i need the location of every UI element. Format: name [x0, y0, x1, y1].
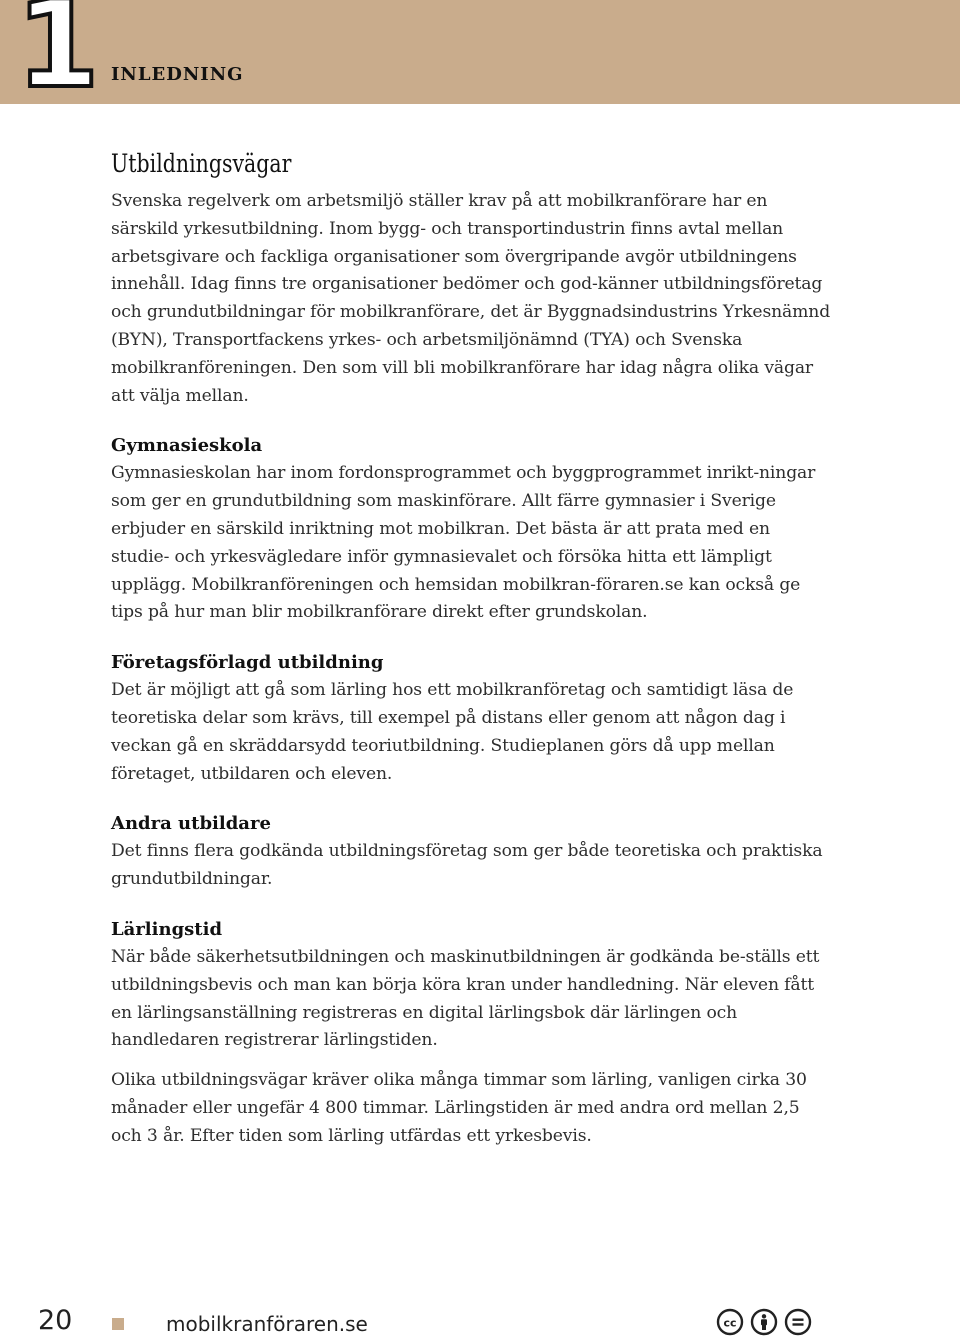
- section-heading: Lärlingstid: [111, 918, 223, 940]
- section-text: Gymnasieskolan har inom fordonsprogrammet och byggprogrammet inrikt-ningar som ger en grundutbildning som maskinförare. Allt färre gymnasier i Sverige erbjuder en särskild inriktning mot mobilkran. Det bästa är att prata med en studie- och yrkesvägledare inför gymnasievalet och försöka hitta ett lämpligt upplägg. Mobilkranföreningen och hemsidan mobilkran-föraren.se kan också ge tips på hur man blir mobilkranförare direkt efter grundskolan.: [111, 463, 816, 623]
- section-extra-text: Olika utbildningsvägar kräver olika många timmar som lärling, vanligen cirka 30 månader eller ungefär 4 800 timmar. Lärlingstiden är med andra ord mellan 2,5 och 3 år. Efter tiden som lärling utfärdas ett yrkesbevis.: [111, 1070, 807, 1146]
- section-text: När både säkerhetsutbildningen och maskinutbildningen är godkända be-ställs ett utbildningsbevis och man kan börja köra kran under handledning. När eleven fått en lärlingsanställning registreras en digital lärlingsbok där lärlingen och handledaren registrerar lärlingstiden.: [111, 946, 820, 1051]
- section-larlingstid: [111, 916, 831, 1151]
- site-url: mobilkranföraren.se: [166, 1312, 368, 1336]
- section-heading: Företagsförlagd utbildning: [111, 652, 384, 674]
- section-andra-utbildare: [111, 810, 831, 894]
- section-gymnasieskola: [111, 432, 831, 627]
- main-content: [111, 148, 831, 1173]
- section-text: Det är möjligt att gå som lärling hos ett mobilkranföretag och samtidigt läsa de teoretiska delar som krävs, till exempel på distans eller genom att någon dag i veckan gå en skräddarsydd teoriutbildning. Studieplanen görs då upp mellan företaget, utbildaren och eleven.: [111, 680, 794, 784]
- section-foretagsforlagd: [111, 649, 831, 788]
- section-heading: Andra utbildare: [111, 813, 271, 835]
- page-number: 20: [38, 1305, 73, 1336]
- page-title: Utbildningsvägar: [111, 149, 292, 178]
- section-text: Det finns flera godkända utbildningsföretag som ger både teoretiska och praktiska grundutbildningar.: [111, 841, 823, 890]
- svg-text:cc: cc: [723, 1316, 737, 1330]
- footer-square-marker: [112, 1318, 124, 1330]
- section-heading: Gymnasieskola: [111, 435, 263, 457]
- chapter-header: [0, 0, 960, 115]
- cc-icon: [716, 1308, 744, 1336]
- chapter-number: 1: [16, 0, 100, 115]
- license-icons: [716, 1308, 812, 1338]
- by-person-icon: [750, 1308, 778, 1336]
- page-footer: [0, 1300, 960, 1341]
- intro-paragraph: Svenska regelverk om arbetsmiljö ställer krav på att mobilkranförare har en särskild yrkesutbildning. Inom bygg- och transportindustrin finns avtal mellan arbetsgivare och fackliga organisationer som övergripande avgör utbildningens innehåll. Idag finns tre organisationer bedömer och god-känner utbildningsföretag och grundutbildningar för mobilkranförare, det är Byggnadsindustrins Yrkesnämnd (BYN), Transportfackens yrkes- och arbetsmiljönämnd (TYA) och Svenska mobilkranföreningen. Den som vill bli mobilkranförare har idag några olika vägar att välja mellan.: [111, 191, 831, 406]
- nd-equals-icon: [784, 1308, 812, 1336]
- chapter-title: INLEDNING: [111, 64, 244, 85]
